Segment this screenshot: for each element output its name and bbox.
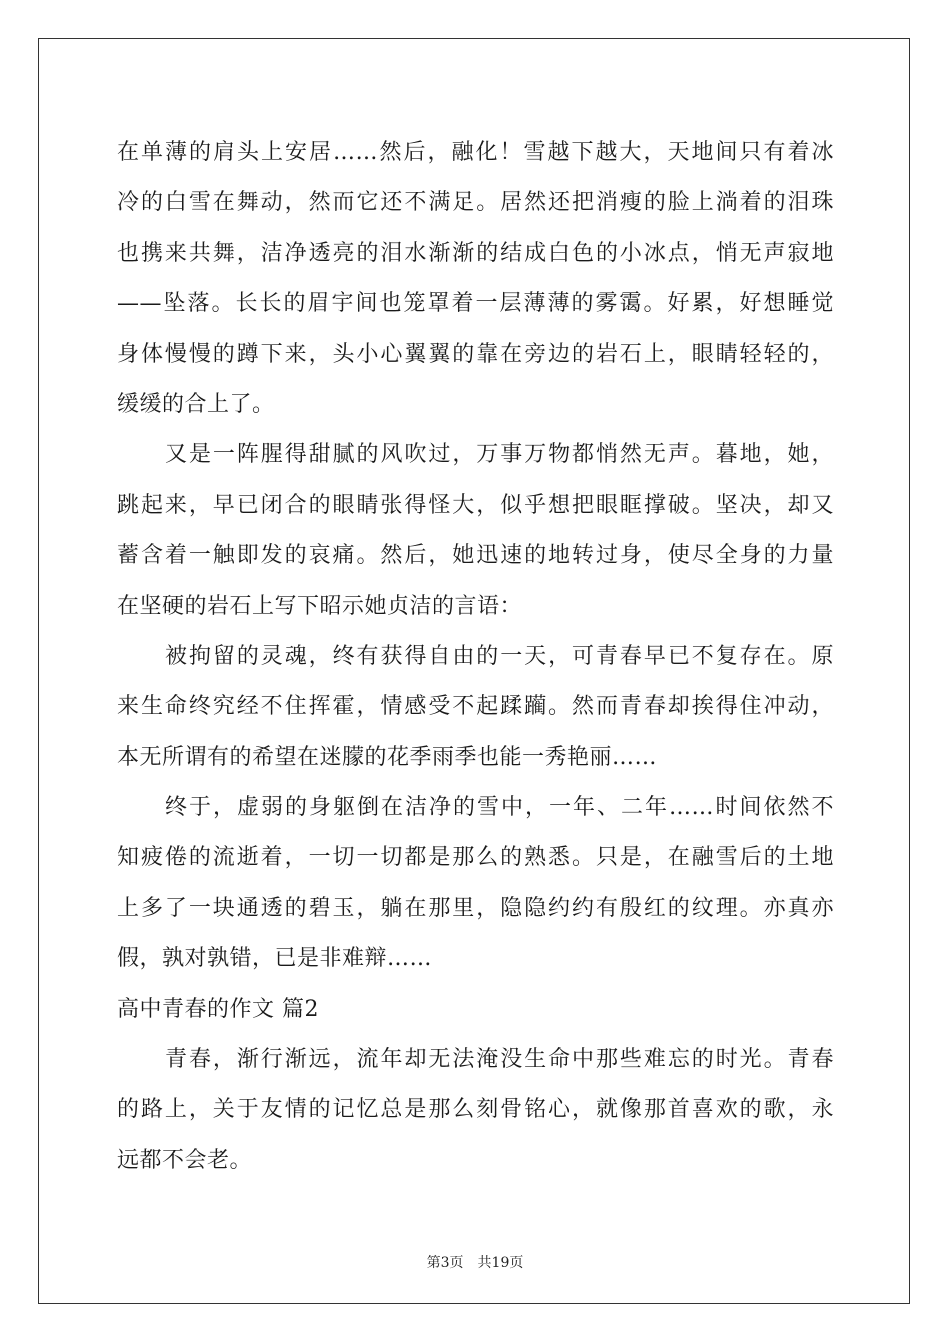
text-line: 知疲倦的流逝着，一切一切都是那么的熟悉。只是，在融雪后的土地: [117, 845, 834, 871]
text-line: 身体慢慢的蹲下来，头小心翼翼的靠在旁边的岩石上，眼睛轻轻的，: [117, 341, 834, 367]
text-line: 在坚硬的岩石上写下昭示她贞洁的言语：: [117, 593, 523, 619]
text-line: 上多了一块通透的碧玉，躺在那里，隐隐约约有殷红的纹理。亦真亦: [117, 895, 834, 921]
text-line: 又是一阵腥得甜腻的风吹过，万事万物都悄然无声。暮地，她，: [165, 442, 834, 468]
heading-text: 高中青春的作文 篇2: [117, 996, 319, 1022]
paragraph: [117, 783, 834, 985]
text-line: 也携来共舞，洁净透亮的泪水渐渐的结成白色的小冰点，悄无声寂地: [117, 240, 834, 266]
text-line: 缓缓的合上了。: [117, 391, 275, 417]
text-line: 在单薄的肩头上安居……然后，融化！雪越下越大，天地间只有着冰: [117, 140, 834, 165]
text-line: 被拘留的灵魂，终有获得自由的一天，可青春早已不复存在。原: [165, 643, 834, 669]
paragraph: [117, 430, 834, 632]
text-line: 来生命终究经不住挥霍，情感受不起蹂躏。然而青春却挨得住冲动，: [117, 694, 834, 720]
paragraph: [117, 1035, 834, 1186]
text-line: 跳起来，早已闭合的眼睛张得怪大，似乎想把眼眶撑破。坚决，却又: [117, 492, 834, 518]
page-number: 第3页: [426, 1255, 464, 1271]
text-line: 远都不会老。: [117, 1147, 253, 1173]
text-line: 假，孰对孰错，已是非难辩……: [117, 946, 433, 972]
text-line: 本无所谓有的希望在迷朦的花季雨季也能一秀艳丽……: [117, 744, 658, 770]
text-line: 青春，渐行渐远，流年却无法淹没生命中那些难忘的时光。青春: [165, 1047, 834, 1073]
document-body: [117, 128, 834, 1186]
page-footer: [0, 1252, 950, 1272]
text-line: 蓄含着一触即发的哀痛。然后，她迅速的地转过身，使尽全身的力量: [117, 543, 834, 569]
page-total: 共19页: [477, 1255, 524, 1271]
text-line: 终于，虚弱的身躯倒在洁净的雪中，一年、二年……时间依然不: [165, 795, 834, 821]
section-heading: [117, 985, 834, 1035]
paragraph: [117, 128, 834, 430]
text-line: 的路上，关于友情的记忆总是那么刻骨铭心，就像那首喜欢的歌，永: [117, 1097, 834, 1123]
text-line: 冷的白雪在舞动，然而它还不满足。居然还把消瘦的脸上淌着的泪珠: [117, 190, 834, 216]
text-line: ——坠落。长长的眉宇间也笼罩着一层薄薄的雾霭。好累，好想睡觉: [117, 291, 834, 317]
paragraph: [117, 632, 834, 783]
